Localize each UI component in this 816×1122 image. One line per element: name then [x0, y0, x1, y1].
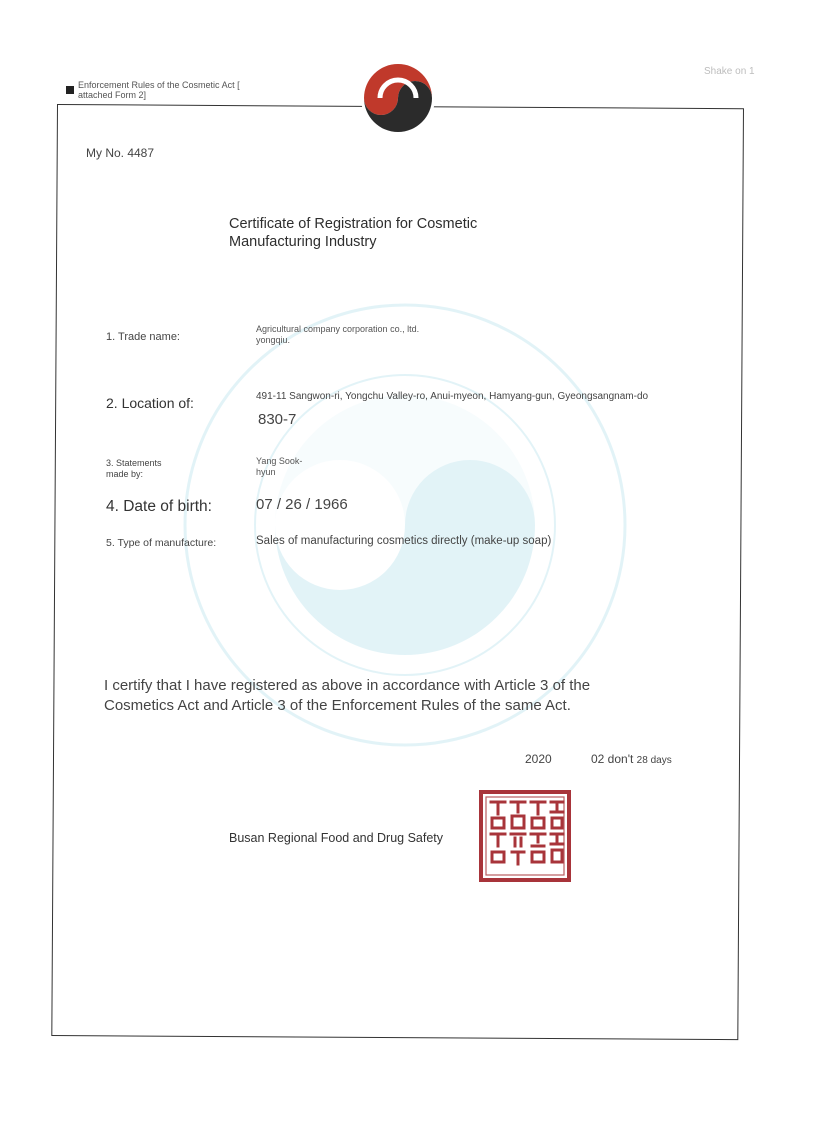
bullet-square-icon	[66, 86, 74, 94]
form-reference-note: Enforcement Rules of the Cosmetic Act [ attached Form 2]	[66, 80, 266, 100]
title-line-2: Manufacturing Industry	[229, 234, 377, 250]
type-of-manufacture-value: Sales of manufacturing cosmetics directly (make-up soap)	[256, 535, 552, 547]
document-number: My No. 4487	[86, 146, 155, 160]
statements-label: 3. Statements made by:	[106, 458, 162, 479]
issuing-authority: Busan Regional Food and Drug Safety	[229, 831, 444, 845]
government-logo-icon	[360, 60, 436, 136]
location-value: 491-11 Sangwon-ri, Yongchu Valley-ro, Anui-myeon, Hamyang-gun, Gyeongsangnam-do	[256, 391, 649, 402]
issue-month: 02 don't	[591, 752, 634, 766]
official-seal-stamp	[479, 790, 571, 882]
certification-statement: I certify that I have registered as above in accordance with Article 3 of the Cosmetics Act and Article 3 of the Enforcement Rules of the same Act.	[104, 677, 591, 714]
type-of-manufacture-label: 5. Type of manufacture:	[106, 537, 217, 549]
trade-name-value: Agricultural company corporation co., ltd. yongqiu.	[256, 324, 420, 345]
date-of-birth-label: 4. Date of birth:	[106, 498, 212, 515]
trade-name-label: 1. Trade name:	[106, 331, 180, 343]
issue-days: 28 days	[636, 755, 672, 766]
date-of-birth-value: 07 / 26 / 1966	[256, 496, 348, 513]
statements-value: Yang Sook-hyun	[256, 456, 303, 477]
location-label: 2. Location of:	[106, 395, 194, 411]
certificate-title	[229, 215, 529, 251]
title-line-1: Certificate of Registration for Cosmetic	[229, 216, 478, 232]
location-postcode: 830-7	[258, 411, 297, 428]
issue-year: 2020	[525, 752, 552, 766]
issue-month-day	[591, 752, 672, 766]
corner-note: Shake on 1	[704, 66, 755, 77]
